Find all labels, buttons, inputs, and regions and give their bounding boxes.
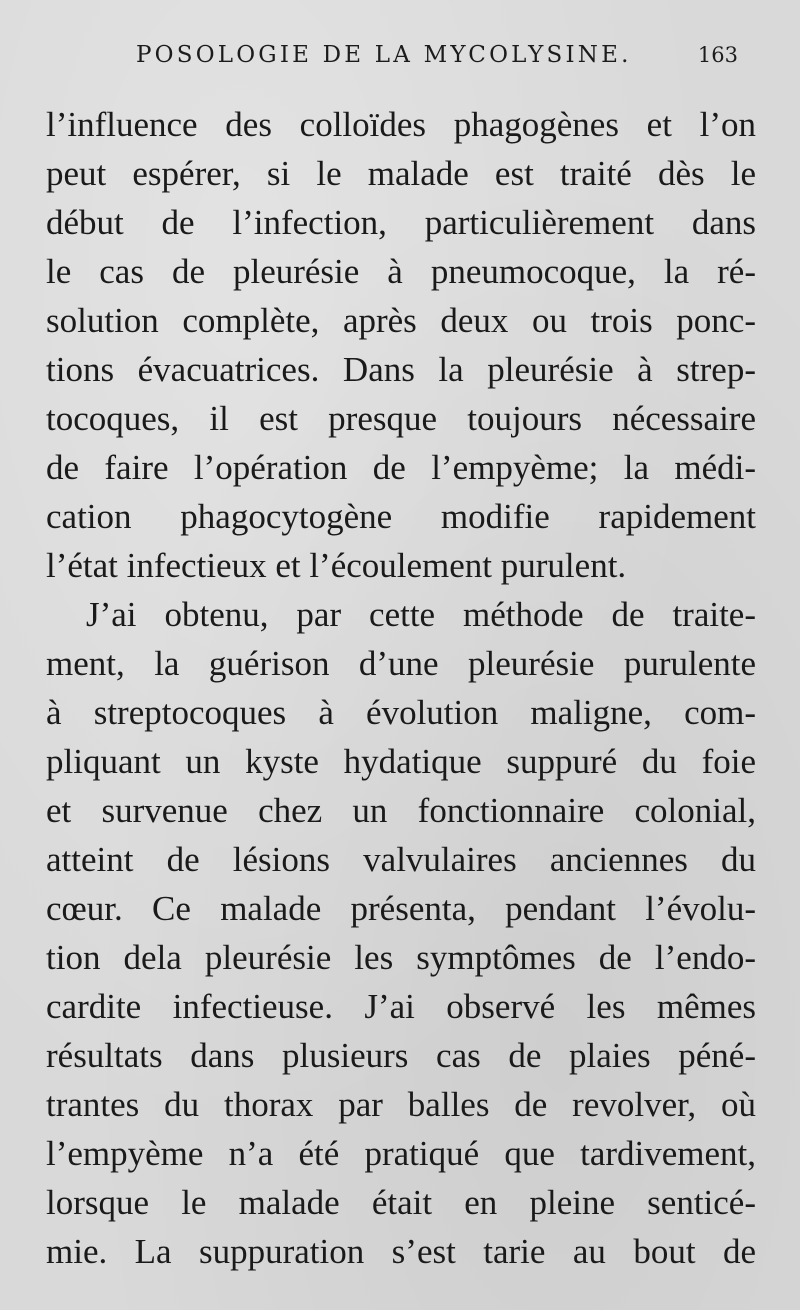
text-line: trantes du thorax par balles de revolver, où	[46, 1085, 756, 1124]
body-text	[46, 100, 756, 1276]
text-line: peut espérer, si le malade est traité dès le	[46, 154, 756, 193]
running-head	[0, 42, 800, 78]
text-line: de faire l’opération de l’empyème; la médi-	[46, 448, 756, 487]
text-line: cardite infectieuse. J’ai observé les mêmes	[46, 987, 756, 1026]
text-line: le cas de pleurésie à pneumocoque, la ré-	[46, 252, 756, 291]
page-number: 163	[697, 43, 738, 67]
text-line: pliquant un kyste hydatique suppuré du foie	[46, 742, 756, 781]
text-line: tion dela pleurésie les symptômes de l’endo-	[46, 938, 756, 977]
text-line: début de l’infection, particulièrement dans	[46, 203, 756, 242]
paragraph-1	[46, 100, 756, 590]
text-line: cœur. Ce malade présenta, pendant l’évolu-	[46, 889, 756, 928]
text-line: et survenue chez un fonctionnaire colonial,	[46, 791, 756, 830]
text-line: l’empyème n’a été pratiqué que tardivement,	[46, 1134, 756, 1173]
text-line: à streptocoques à évolution maligne, com-	[46, 693, 756, 732]
text-line: tocoques, il est presque toujours nécessaire	[46, 399, 756, 438]
text-line: l’influence des colloïdes phagogènes et l’on	[46, 105, 756, 144]
text-line: tions évacuatrices. Dans la pleurésie à strep-	[46, 350, 756, 389]
text-line: atteint de lésions valvulaires anciennes du	[46, 840, 756, 879]
text-line: ment, la guérison d’une pleurésie purulente	[46, 644, 756, 683]
text-line: mie. La suppuration s’est tarie au bout de	[46, 1232, 756, 1271]
text-line: lorsque le malade était en pleine senticé-	[46, 1183, 756, 1222]
text-line: résultats dans plusieurs cas de plaies péné-	[46, 1036, 756, 1075]
text-line: J’ai obtenu, par cette méthode de traite-	[86, 595, 756, 634]
paragraph-2	[46, 590, 756, 1276]
text-line: cation phagocytogène modifie rapidement	[46, 497, 756, 536]
text-line: l’état infectieux et l’écoulement purulent.	[46, 546, 627, 585]
text-line: solution complète, après deux ou trois ponc-	[46, 301, 756, 340]
running-title: POSOLOGIE DE LA MYCOLYSINE.	[136, 42, 632, 68]
